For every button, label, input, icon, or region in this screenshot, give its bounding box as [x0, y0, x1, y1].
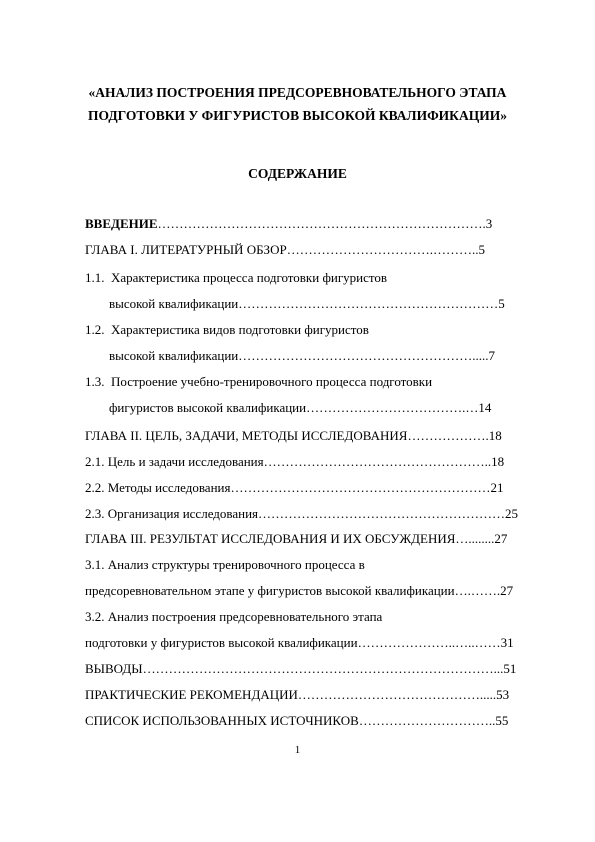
toc-entry-3-2-cont	[85, 634, 514, 652]
toc-entry-text: 1.1. Характеристика процесса подготовки фигуристов	[85, 270, 388, 285]
toc-entry-text: СПИСОК ИСПОЛЬЗОВАННЫХ ИСТОЧНИКОВ	[85, 713, 359, 728]
toc-entry-text: 2.1. Цель и задачи исследования	[85, 454, 264, 469]
toc-entry-1-3	[85, 373, 432, 391]
toc-entry-text: предсоревновательном этапе у фигуристов высокой квалификации	[85, 583, 455, 598]
toc-entry-leader: …………………..…..……31	[357, 635, 514, 650]
toc-entry-3-1	[85, 556, 365, 574]
toc-entry-recommendations	[85, 686, 509, 704]
toc-entry-1-1	[85, 269, 387, 287]
toc-entry-leader: ………………………………………………………………….3	[157, 216, 493, 231]
page-number: 1	[294, 744, 301, 756]
toc-entry-text: 1.2. Характеристика видов подготовки фигуристов	[85, 322, 369, 337]
toc-entry-leader: …........27	[455, 531, 508, 546]
toc-entry-leader: …………………………………………………25	[258, 506, 519, 521]
toc-entry-text: фигуристов высокой квалификации	[109, 400, 307, 415]
title-line-2: ПОДГОТОВКИ У ФИГУРИСТОВ ВЫСОКОЙ КВАЛИФИКАЦИИ»	[88, 108, 507, 123]
toc-entry-text: ПРАКТИЧЕСКИЕ РЕКОМЕНДАЦИИ	[85, 687, 298, 702]
toc-entry-text: ВВЕДЕНИЕ	[85, 216, 158, 231]
toc-entry-conclusions	[85, 660, 516, 678]
toc-entry-text: ВЫВОДЫ	[85, 661, 143, 676]
toc-entry-1-2	[85, 321, 369, 339]
toc-entry-leader: …………………………………….....53	[297, 687, 510, 702]
toc-entry-leader: ….…….27	[454, 583, 514, 598]
toc-entry-1-3-cont	[109, 399, 491, 417]
toc-heading: СОДЕРЖАНИЕ	[248, 166, 347, 181]
toc-entry-text: ГЛАВА I. ЛИТЕРАТУРНЫЙ ОБЗОР	[85, 242, 287, 257]
toc-entry-text: 3.2. Анализ построения предсоревновательного этапа	[85, 609, 383, 624]
document-title	[60, 81, 535, 127]
toc-entry-text: ГЛАВА III. РЕЗУЛЬТАТ ИССЛЕДОВАНИЯ И ИХ ОБСУЖДЕНИЯ	[85, 531, 456, 546]
toc-entry-leader: ……………………………………………..18	[263, 454, 505, 469]
toc-entry-text: высокой квалификации	[109, 296, 239, 311]
title-line-1: «АНАЛИЗ ПОСТРОЕНИЯ ПРЕДСОРЕВНОВАТЕЛЬНОГО ЭТАПА	[88, 85, 507, 100]
toc-entry-text: 2.2. Методы исследования	[85, 480, 231, 495]
toc-entry-leader: ……………………………………………………21	[230, 480, 504, 495]
toc-entry-references	[85, 712, 508, 730]
toc-entry-leader: ……………….18	[407, 428, 502, 443]
toc-entry-chapter-1	[85, 241, 485, 259]
toc-entry-3-1-cont	[85, 582, 513, 600]
toc-entry-chapter-2	[85, 427, 502, 445]
toc-entry-chapter-3	[85, 530, 507, 548]
toc-entry-2-2	[85, 479, 503, 497]
toc-entry-3-2	[85, 608, 382, 626]
toc-entry-2-1	[85, 453, 504, 471]
toc-entry-leader: ……………………………….…14	[306, 400, 492, 415]
toc-entry-text: высокой квалификации	[109, 348, 239, 363]
toc-entry-1-1-cont	[109, 295, 505, 313]
toc-entry-leader: ……………………………………………………5	[238, 296, 505, 311]
toc-entry-leader: …………………………….………..5	[286, 242, 485, 257]
toc-entry-text: 2.3. Организация исследования	[85, 506, 259, 521]
toc-entry-1-2-cont	[109, 347, 495, 365]
toc-entry-text: подготовки у фигуристов высокой квалификации	[85, 635, 358, 650]
toc-entry-leader: ………………………………………………………………………...51	[142, 661, 517, 676]
toc-entry-leader: …………………………..55	[358, 713, 509, 728]
toc-entry-introduction	[85, 215, 492, 233]
toc-entry-text: 3.1. Анализ структуры тренировочного процесса в	[85, 557, 365, 572]
toc-entry-text: 1.3. Построение учебно-тренировочного процесса подготовки	[85, 374, 433, 389]
toc-entry-text: ГЛАВА II. ЦЕЛЬ, ЗАДАЧИ, МЕТОДЫ ИССЛЕДОВАНИЯ	[85, 428, 408, 443]
toc-entry-2-3	[85, 505, 518, 523]
toc-entry-leader: ……………………………………………….....7	[238, 348, 496, 363]
